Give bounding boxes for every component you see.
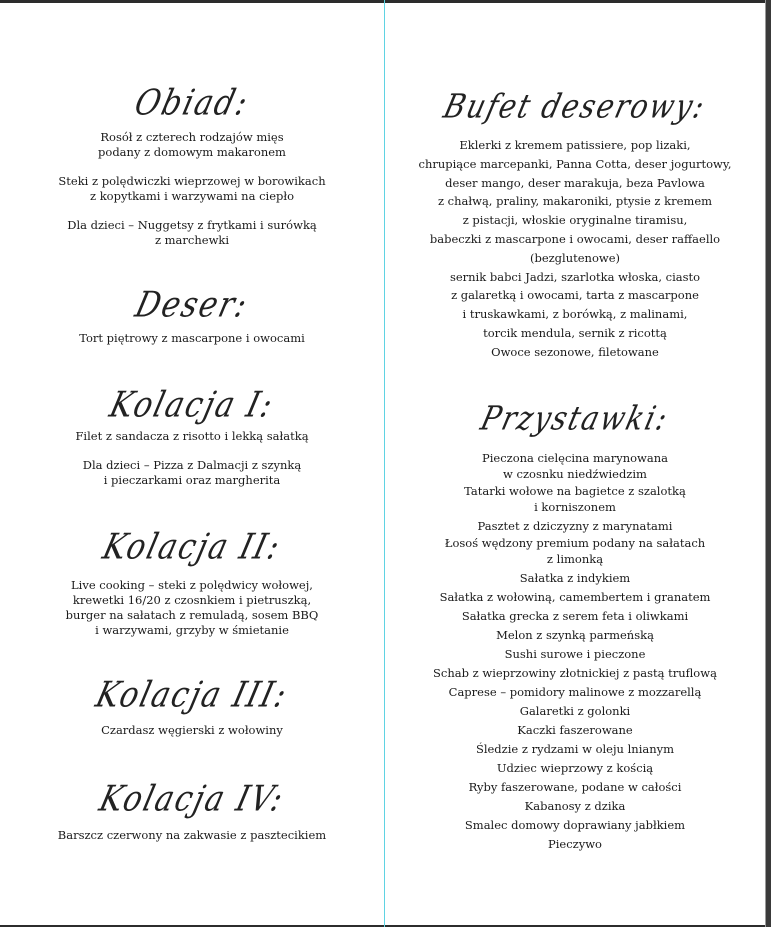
menu-item-line: Pieczywo [548,837,602,851]
menu-item-line: burger na sałatach z remuladą, sosem BBQ [65,608,319,622]
bufet-heading: Bufet deserowy: [439,87,711,126]
menu-item-line: Czardasz węgierski z wołowiny [101,723,283,737]
dessert-line: (bezglutenowe) [529,250,621,265]
dessert-line: i truskawkami, z borówką, z malinami, [462,307,688,322]
menu-item-line: z kopytkami i warzywami na ciepło [89,189,295,203]
obiad-items [0,130,384,248]
menu-item-line: Tatarki wołowe na bagietce z szalotką [464,484,686,498]
dessert-line: z chałwą, praliny, makaroniki, ptysie z kremem [437,194,713,209]
menu-item-line: i korniszonem [534,500,616,514]
menu-item-line: Łosoś wędzony premium podany na sałatach [444,536,706,550]
menu-item-line: i pieczarkami oraz margherita [103,473,281,487]
obiad-heading: Obiad: [130,82,254,125]
menu-item-line: podany z domowym makaronem [98,145,286,159]
menu-item-line: Melon z szynką parmeńską [496,628,654,642]
menu-item-line: z limonką [546,552,604,566]
menu-item-line: Śledzie z rydzami w oleju lnianym [475,742,675,756]
menu-item-line: krewetki 16/20 z czosnkiem i pietruszką, [72,593,312,607]
dessert-line: torcik mendula, sernik z ricottą [483,325,667,340]
dessert-line: z galaretką i owocami, tarta z mascarpone [451,288,699,303]
dessert-line: sernik babci Jadzi, szarlotka włoska, ciasto [449,269,701,284]
kolacja-3-heading: Kolacja III: [91,674,293,717]
menu-item-line: Sałatka z indykiem [519,571,631,585]
menu-right-page [385,0,765,927]
menu-item-line: Filet z sandacza z risotto i lekką sałatką [75,429,309,443]
dessert-line: deser mango, deser marakuja, beza Pavlowa [445,175,705,190]
menu-item-line: Caprese – pomidory malinowe z mozzarellą [448,685,702,699]
dessert-line: z pistacji, włoskie oryginalne tiramisu, [462,213,688,228]
menu-item-line: z marchewki [154,233,230,247]
menu-item-line: Smalec domowy doprawiany jabłkiem [464,818,686,832]
item-spacer [0,204,384,218]
menu-item-line: Galaretki z golonki [519,704,631,718]
kolacja-1-items [0,429,384,488]
dessert-line: Eklerki z kremem patissiere, pop lizaki, [459,138,691,152]
menu-item-line: Schab z wieprzowiny złotnickiej z pastą truflową [433,666,717,680]
menu-item-line: Dla dzieci – Pizza z Dalmacji z szynką [82,458,302,472]
menu-item-line: w czosnku niedźwiedzim [503,467,647,481]
menu-item-line: Tort piętrowy z mascarpone i owocami [79,331,305,345]
kolacja-2-items [0,578,384,638]
przystawki-items [385,451,765,854]
menu-item-line: Ryby faszerowane, podane w całości [468,780,682,794]
deser-heading: Deser: [131,284,253,327]
menu-item-line: Pieczona cielęcina marynowana [481,451,669,465]
menu-item-line: Pasztet z dziczyzny z marynatami [477,519,673,533]
dessert-line: chrupiące marcepanki, Panna Cotta, deser jogurtowy, [418,156,732,171]
item-spacer [0,444,384,458]
menu-item-line: Live cooking – steki z polędwicy wołowej, [71,578,313,592]
kolacja-2-heading: Kolacja II: [98,526,286,569]
menu-item-line: Udziec wieprzowy z kością [496,761,654,775]
kolacja-4-heading: Kolacja IV: [95,778,289,821]
dessert-line: babeczki z mascarpone i owocami, deser raffaello [429,231,721,246]
deser-items [0,331,384,346]
menu-item-line: Sałatka grecka z serem feta i oliwkami [461,609,689,623]
menu-item-line: Sałatka z wołowiną, camembertem i granatem [439,590,711,604]
menu-item-line: Rosół z czterech rodzajów mięs [100,130,284,144]
dessert-line: Owoce sezonowe, filetowane [491,344,659,359]
kolacja-1-heading: Kolacja I: [105,384,279,427]
menu-item-line: Steki z polędwiczki wieprzowej w borowikach [58,174,326,188]
menu-item-line: Kabanosy z dzika [524,799,626,813]
item-spacer [0,160,384,174]
menu-item-line: Sushi surowe i pieczone [504,647,646,661]
menu-item-line: Kaczki faszerowane [517,723,633,737]
kolacja-3-items [0,723,384,738]
menu-item-line: i warzywami, grzyby w śmietanie [95,623,289,637]
menu-item-line: Barszcz czerwony na zakwasie z pasztecikiem [57,828,327,842]
kolacja-4-items [0,828,384,843]
scrollbar-track[interactable] [766,0,771,927]
przystawki-heading: Przystawki: [476,399,674,438]
menu-item-line: Dla dzieci – Nuggetsy z frytkami i surówką [67,218,317,232]
menu-left-page [0,0,384,927]
bufet-items [385,136,765,362]
